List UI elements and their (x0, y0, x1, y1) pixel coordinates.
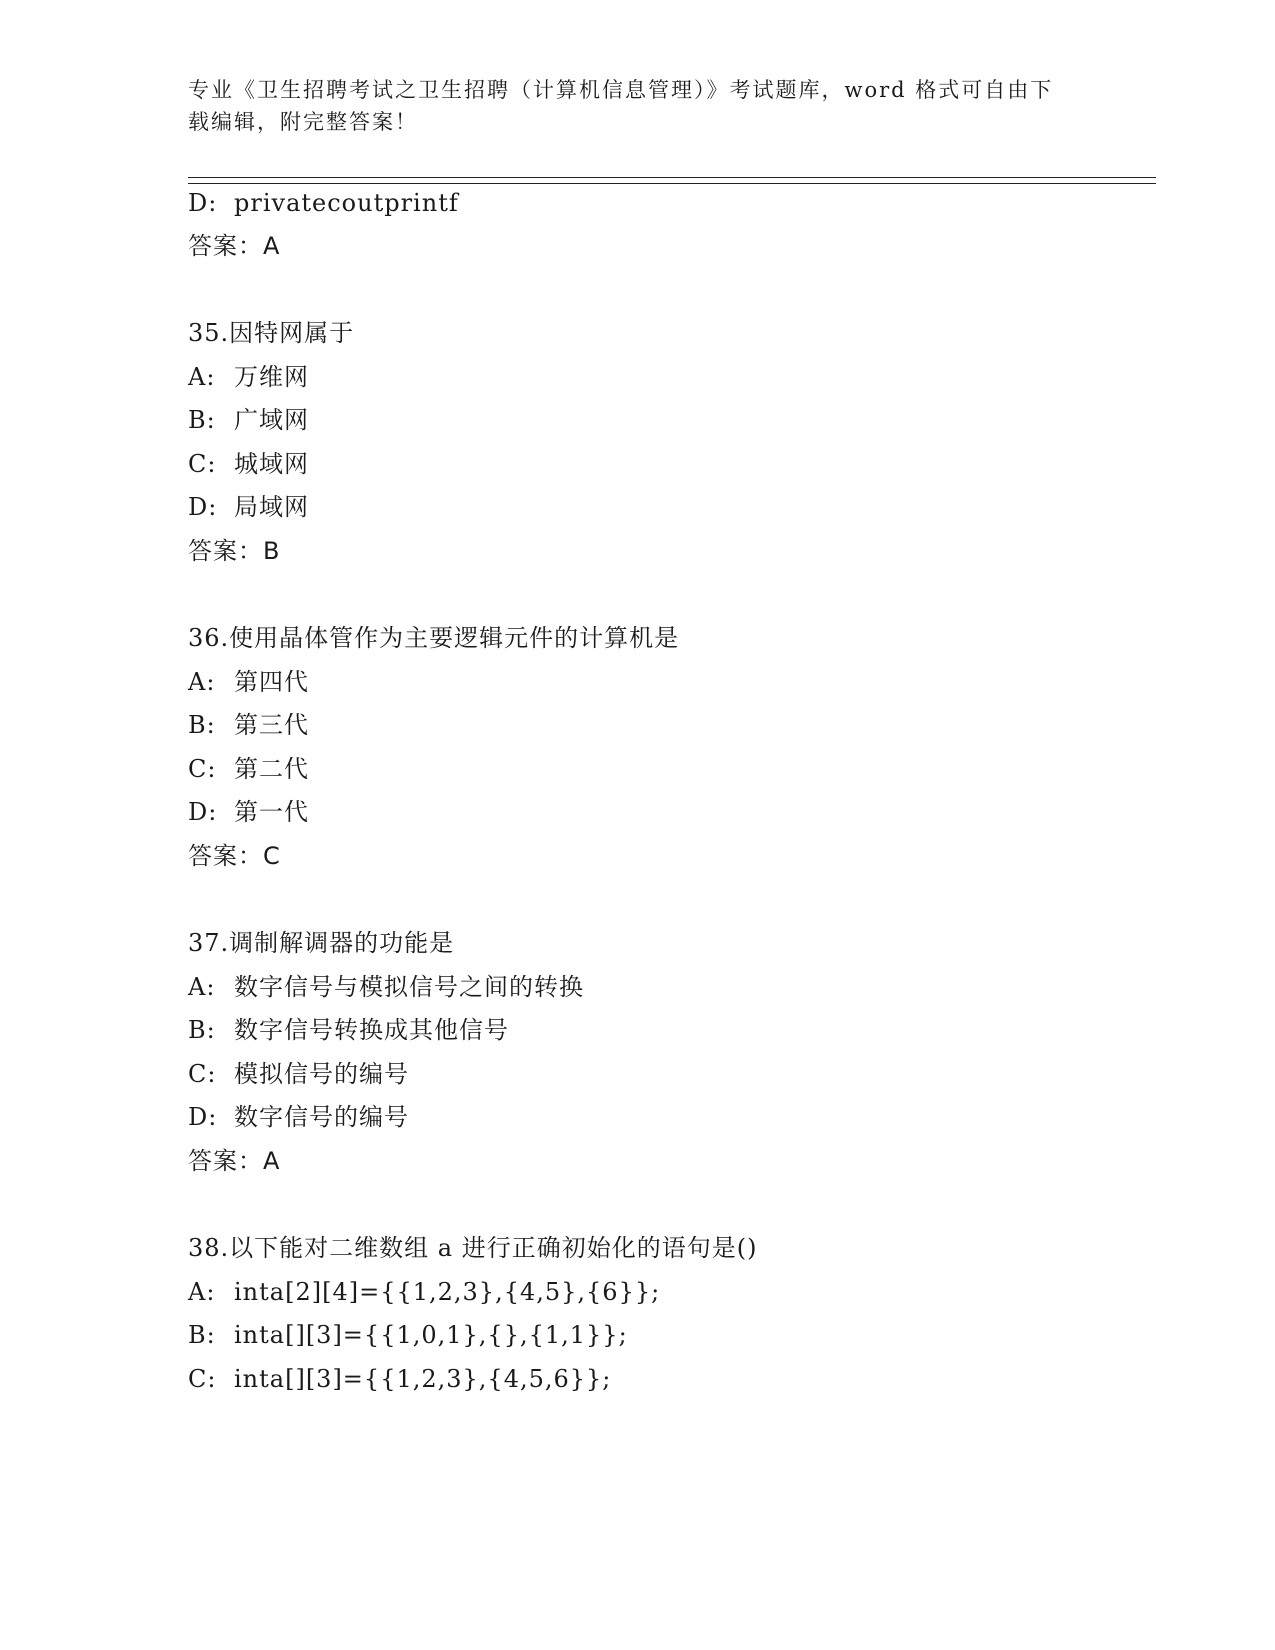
option-text: 广域网 (234, 406, 309, 434)
option-text: privatecoutprintf (234, 189, 459, 217)
document-header: 专业《卫生招聘考试之卫生招聘（计算机信息管理）》考试题库，word 格式可自由下载编辑，附完整答案！ (188, 78, 1054, 134)
option-line (188, 492, 309, 522)
option-label: D: (188, 1103, 218, 1131)
option-text: inta[][3]={{1,2,3},{4,5,6}}; (234, 1365, 612, 1393)
option-line (188, 362, 309, 392)
option-text: 第三代 (234, 711, 309, 739)
option-label: B: (188, 406, 216, 434)
option-line (188, 667, 309, 697)
option-text: 城域网 (234, 450, 309, 478)
question-title: 35.因特网属于 (188, 319, 355, 347)
option-label: C: (188, 450, 217, 478)
option-line (188, 972, 584, 1002)
option-label: D: (188, 798, 218, 826)
answer-line: 答案：A (188, 232, 281, 260)
answer-line: 答案：C (188, 842, 281, 870)
option-label: D: (188, 493, 218, 521)
option-text: inta[2][4]={{1,2,3},{4,5},{6}}; (234, 1278, 661, 1306)
option-label: C: (188, 1365, 217, 1393)
option-line (188, 1015, 509, 1045)
header-divider-top (188, 177, 1156, 178)
option-line (188, 797, 309, 827)
option-line (188, 405, 309, 435)
option-text: 第四代 (234, 668, 309, 696)
option-label: C: (188, 755, 217, 783)
option-label: C: (188, 1060, 217, 1088)
option-label: A: (188, 973, 216, 1001)
option-label: A: (188, 1278, 216, 1306)
question-title: 38.以下能对二维数组 a 进行正确初始化的语句是() (188, 1234, 758, 1262)
question-title: 37.调制解调器的功能是 (188, 929, 455, 957)
option-label: B: (188, 711, 216, 739)
option-text: 模拟信号的编号 (234, 1060, 409, 1088)
answer-line: 答案：B (188, 537, 281, 565)
question-title: 36.使用晶体管作为主要逻辑元件的计算机是 (188, 624, 680, 652)
option-text: 数字信号的编号 (234, 1103, 409, 1131)
option-line (188, 449, 309, 479)
option-line (188, 1364, 611, 1394)
option-label: D: (188, 189, 218, 217)
option-text: 第二代 (234, 755, 309, 783)
option-label: A: (188, 668, 216, 696)
option-line (188, 710, 309, 740)
option-line (188, 754, 309, 784)
option-label: B: (188, 1321, 216, 1349)
option-line (188, 1059, 409, 1089)
header-divider-bottom (188, 183, 1156, 184)
option-text: 第一代 (234, 798, 309, 826)
option-text: inta[][3]={{1,0,1},{},{1,1}}; (234, 1321, 628, 1349)
answer-line: 答案：A (188, 1147, 281, 1175)
option-text: 数字信号与模拟信号之间的转换 (234, 973, 584, 1001)
option-text: 局域网 (234, 493, 309, 521)
option-text: 数字信号转换成其他信号 (234, 1016, 509, 1044)
option-label: A: (188, 363, 216, 391)
option-line (188, 188, 459, 218)
option-line (188, 1277, 660, 1307)
option-line (188, 1320, 628, 1350)
option-text: 万维网 (234, 363, 309, 391)
option-label: B: (188, 1016, 216, 1044)
option-line (188, 1102, 409, 1132)
